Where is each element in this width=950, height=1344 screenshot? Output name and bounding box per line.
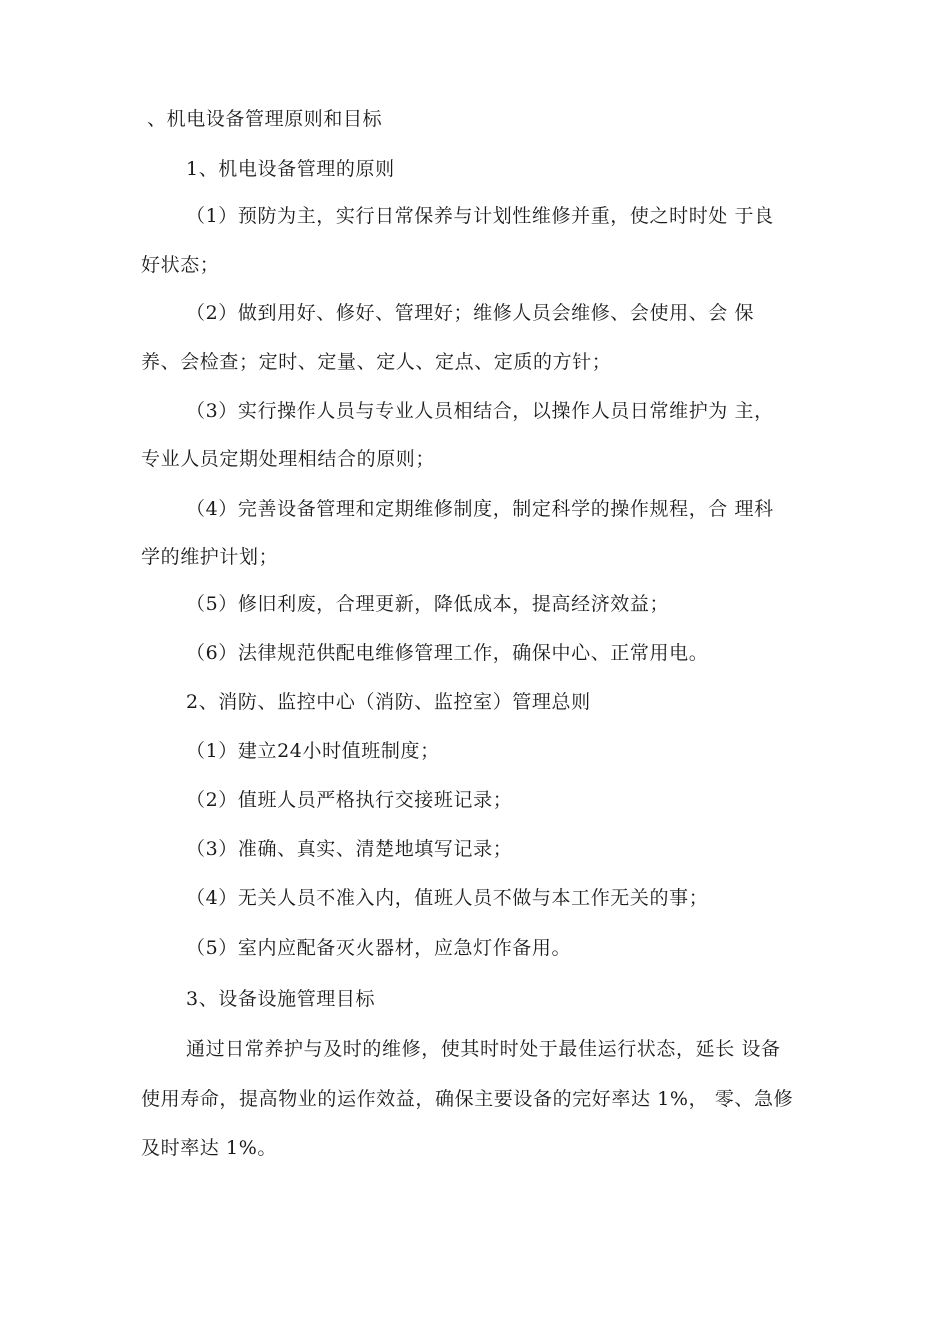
section1-paragraph-3-line-1: （3）实行操作人员与专业人员相结合，以操作人员日常维护为 主， [186,400,774,422]
section1-heading: 1、机电设备管理的原则 [186,158,395,180]
section1-paragraph-2-line-2: 养、会检查；定时、定量、定人、定点、定质的方针； [141,351,612,373]
section3-body-line-3: 及时率达 1%。 [141,1137,277,1159]
section2-item: （1）建立24小时值班制度； [186,740,440,762]
section2-item: （4）无关人员不准入内，值班人员不做与本工作无关的事； [186,887,709,909]
section3-body-line-1: 通过日常养护与及时的维修，使其时时处于最佳运行状态，延长 设备 [186,1038,781,1060]
section2-heading: 2、消防、监控中心（消防、监控室）管理总则 [186,691,591,713]
section1-paragraph-1-line-1: （1）预防为主，实行日常保养与计划性维修并重，使之时时处 于良 [186,205,774,227]
document-title: 、机电设备管理原则和目标 [147,108,383,130]
section1-paragraph-6: （6）法律规范供配电维修管理工作，确保中心、正常用电。 [186,642,709,664]
section3-heading: 3、设备设施管理目标 [186,988,376,1010]
section1-paragraph-3-line-2: 专业人员定期处理相结合的原则； [141,448,436,470]
section1-paragraph-2-line-1: （2）做到用好、修好、管理好；维修人员会维修、会使用、会 保 [186,302,755,324]
section1-paragraph-1-line-2: 好状态； [141,254,220,276]
section1-paragraph-4-line-2: 学的维护计划； [141,546,279,568]
section2-item: （2）值班人员严格执行交接班记录； [186,789,513,811]
section2-item: （5）室内应配备灭火器材，应急灯作备用。 [186,937,572,959]
section1-paragraph-4-line-1: （4）完善设备管理和定期维修制度，制定科学的操作规程，合 理科 [186,498,774,520]
section3-body-line-2: 使用寿命，提高物业的运作效益，确保主要设备的完好率达 1%， 零、急修 [141,1088,794,1110]
section1-paragraph-5: （5）修旧利废，合理更新，降低成本，提高经济效益； [186,593,670,615]
section2-item: （3）准确、真实、清楚地填写记录； [186,838,513,860]
